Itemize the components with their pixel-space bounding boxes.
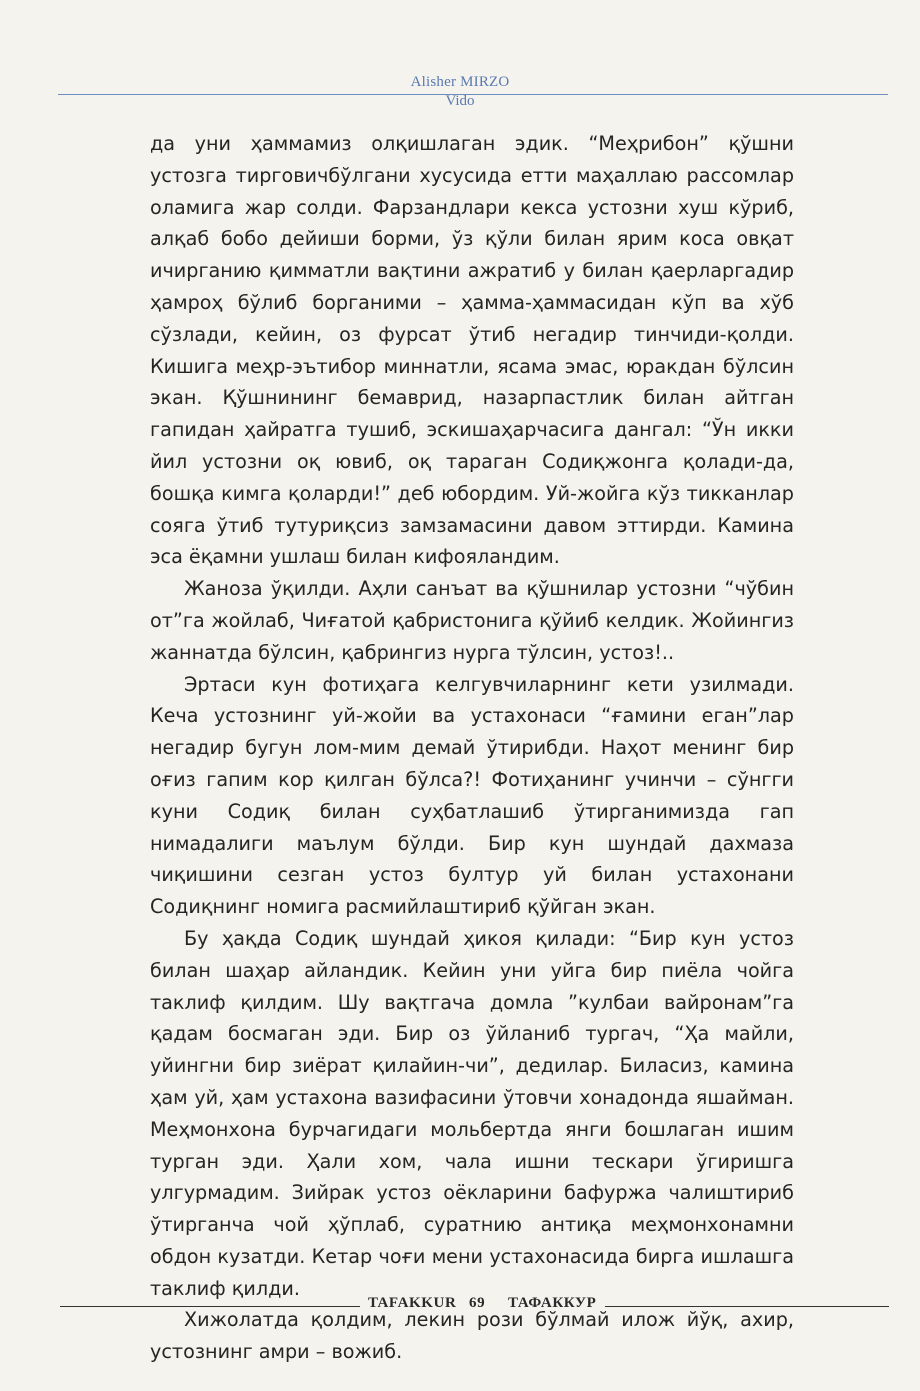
- header-title: Vido: [445, 93, 475, 109]
- paragraph-2: Жаноза ўқилди. Аҳли санъат ва қўшнилар устозни “чўбин от”га жойлаб, Чиғатой қабристонига қўйиб келдик. Жойингиз жаннатда бўлсин, қабрингиз нурга тўлсин, устоз!..: [150, 577, 794, 664]
- header-author: Alisher MIRZO: [410, 74, 510, 90]
- footer-magazine-latin: TAFAKKUR: [368, 1295, 457, 1311]
- paragraph-5: Хижолатда қолдим, лекин рози бўлмай илож йўқ, ахир, устознинг амри – вожиб.: [150, 1308, 794, 1364]
- footer-magazine-cyrillic: ТАФАККУР: [508, 1295, 597, 1311]
- page-footer: [0, 1292, 920, 1322]
- footer-rule-left: [60, 1306, 360, 1307]
- running-header: [0, 72, 920, 109]
- page-number: 69: [469, 1295, 486, 1311]
- paragraph-4: Бу ҳақда Содиқ шундай ҳикоя қилади: “Бир кун устоз билан шаҳар айландик. Кейин уни уйга бир пиёла чойга таклиф қилдим. Шу вақтгача домла ”кулбаи вайронам”га қадам босмаган эди. Бир оз ўйланиб тургач, “Ҳа майли, уйингни бир зиёрат қилайин-чи”, дедилар. Биласиз, камина ҳам уй, ҳам устахона вазифасини ўтовчи хонадонда яшайман. Меҳмонхона бурчагидаги мольбертда янги бошлаган ишим турган эди. Ҳали хом, чала ишни тескари ўгиришга улгурмадим. Зийрак устоз оёкларини бафуржа чалиштириб ўтирганча чой ҳўплаб, суратнию антиқа меҳмонхонамни обдон кузатди. Кетар чоғи мени устахонасида бирга ишлашга таклиф қилди.: [150, 926, 794, 1300]
- body-text: [150, 128, 794, 1368]
- paragraph-3: Эртаси кун фотиҳага келгувчиларнинг кети узилмади. Кеча устознинг уй-жойи ва устахонаси “ғамини еган”лар негадир бугун лом-мим демай ўтирибди. Наҳот менинг бир оғиз гапим кор қилган бўлса?! Фотиҳанинг учинчи – сўнгги куни Содиқ билан суҳбатлашиб ўтирганимизда гап нимадалиги маълум бўлди. Бир кун шундай дахмаза чиқишини сезган устоз бултур уй билан устахонани Содиқнинг номига расмийлаштириб қўйган экан.: [150, 672, 794, 919]
- footer-rule-right: [605, 1306, 889, 1307]
- paragraph-1: да уни ҳаммамиз олқишлаган эдик. “Меҳрибон” қўшни устозга тирговичбўлгани хусусида етти маҳаллаю рассомлар оламига жар солди. Фарзандлари кекса устозни хуш кўриб, алқаб бобо дейиши борми, ўз қўли билан ярим коса овқат ичирганию қимматли вақтини ажратиб у билан қаерларгадир ҳамроҳ бўлиб борганими – ҳамма-ҳаммасидан кўп ва хўб сўзлади, кейин, оз фурсат ўтиб негадир тинчиди-қолди. Кишига меҳр-эътибор миннатли, ясама эмас, юракдан бўлсин экан. Қўшнининг бемаврид, назарпастлик билан айтган гапидан ҳайратга тушиб, эскишаҳарчасига дангал: “Ўн икки йил устозни оқ ювиб, оқ тараган Содиқжонга қолади-да, бошқа кимга қоларди!” деб юбордим. Уй-жойга кўз тикканлар сояга ўтиб тутуриқсиз замзамасини давом эттирди. Камина эса ёқамни ушлаш билан кифояландим.: [150, 132, 794, 569]
